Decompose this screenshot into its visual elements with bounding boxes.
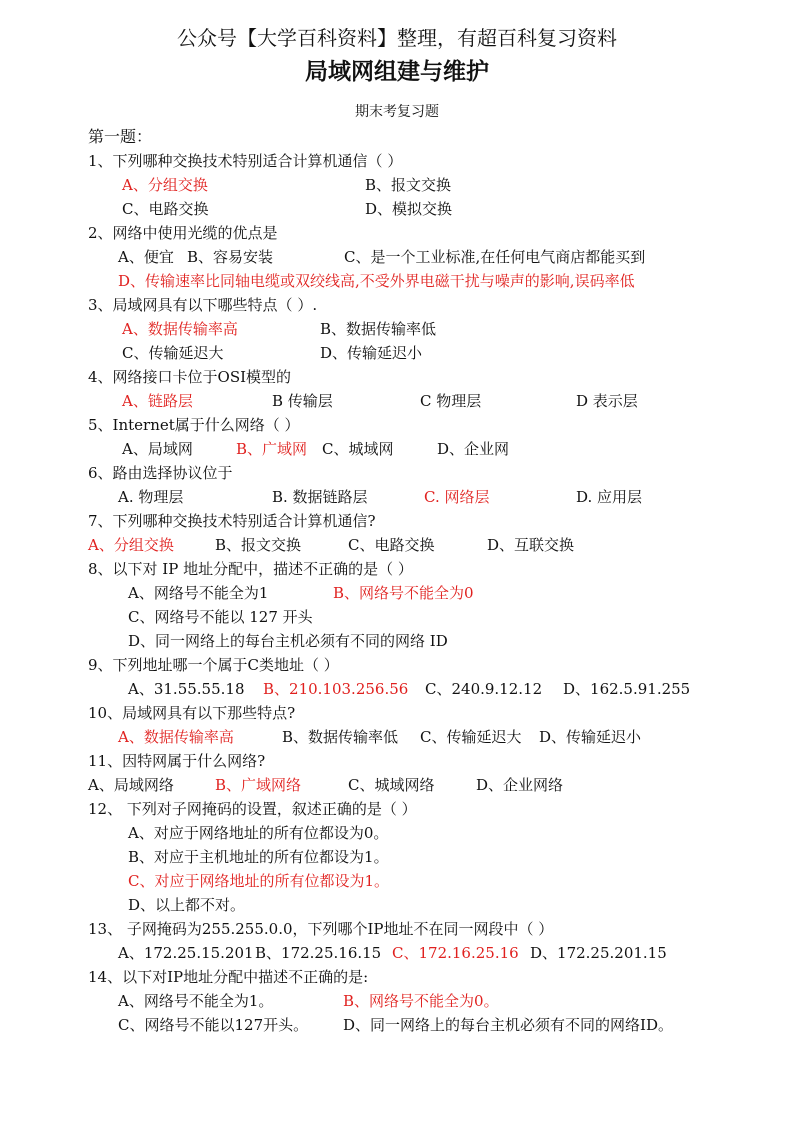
answer-option: A、便宜 — [118, 248, 174, 266]
answer-option: D、同一网络上的每台主机必须有不同的网络ID。 — [343, 1016, 673, 1034]
answer-option: A. 物理层 — [118, 488, 184, 506]
answer-option: A、对应于网络地址的所有位都设为0。 — [128, 824, 389, 842]
answer-option: D、企业网 — [437, 440, 510, 458]
answer-option: C、电路交换 — [122, 200, 209, 218]
answer-option: D、互联交换 — [487, 536, 575, 554]
answer-option: A、局域网 — [122, 440, 193, 458]
answer-option: D、172.25.201.15 — [530, 944, 667, 962]
answer-option: D 表示层 — [576, 392, 638, 410]
question-text: 10、局域网具有以下那些特点? — [88, 704, 296, 722]
answer-option: B、报文交换 — [215, 536, 302, 554]
answer-option: C、城域网络 — [348, 776, 435, 794]
answer-option: D、162.5.91.255 — [563, 680, 691, 698]
answer-option: A、172.25.15.201 — [118, 944, 254, 962]
question-text: 6、路由选择协议位于 — [88, 464, 233, 482]
question-text: 12、 下列对子网掩码的设置，叙述正确的是（ ） — [88, 800, 417, 818]
answer-option: A、网络号不能全为1 — [128, 584, 269, 602]
answer-option: B、对应于主机地址的所有位都设为1。 — [128, 848, 389, 866]
answer-option: C、传输延迟大 — [420, 728, 522, 746]
answer-option: D、传输延迟小 — [539, 728, 642, 746]
question-text: 14、以下对IP地址分配中描述不正确的是: — [88, 968, 369, 986]
answer-option: B、数据传输率低 — [320, 320, 437, 338]
question-text: 13、 子网掩码为255.255.0.0，下列哪个IP地址不在同一网段中（ ） — [88, 920, 554, 938]
document-title: 局域网组建与维护 — [305, 58, 489, 85]
correct-answer-option: B、广域网 — [236, 440, 308, 458]
answer-option: C、城域网 — [322, 440, 394, 458]
answer-option: D、以上都不对。 — [128, 896, 246, 914]
answer-option: C、电路交换 — [348, 536, 435, 554]
answer-option: A、局域网络 — [88, 776, 174, 794]
correct-answer-option: C、对应于网络地址的所有位都设为1。 — [128, 872, 390, 890]
section-heading: 第一题： — [88, 127, 153, 146]
correct-answer-option: A、分组交换 — [88, 536, 174, 554]
answer-option: C、240.9.12.12 — [425, 680, 543, 698]
correct-answer-option: C、172.16.25.16 — [392, 944, 519, 962]
answer-option: B、容易安装 — [187, 248, 274, 266]
watermark-header: 公众号【大学百科资料】整理，有超百科复习资料 — [177, 26, 617, 50]
answer-option: D、企业网络 — [476, 776, 564, 794]
question-text: 1、下列哪种交换技术特别适合计算机通信（ ） — [88, 152, 403, 170]
question-text: 5、Internet属于什么网络（ ） — [88, 416, 300, 434]
answer-option: B、数据传输率低 — [282, 728, 399, 746]
question-text: 4、网络接口卡位于OSI模型的 — [88, 368, 292, 386]
correct-answer-option: A、数据传输率高 — [118, 728, 234, 746]
answer-option: C、是一个工业标准,在任何电气商店都能买到 — [344, 248, 646, 266]
correct-answer-option: A、数据传输率高 — [122, 320, 238, 338]
question-text: 7、下列哪种交换技术特别适合计算机通信? — [88, 512, 376, 530]
answer-option: D、同一网络上的每台主机必须有不同的网络 ID — [128, 632, 448, 650]
answer-option: C 物理层 — [420, 392, 482, 410]
answer-option: C、网络号不能以127开头。 — [118, 1016, 309, 1034]
answer-option: A、31.55.55.18 — [128, 680, 245, 698]
document-subtitle: 期末考复习题 — [355, 104, 439, 120]
answer-option: D、传输延迟小 — [320, 344, 423, 362]
correct-answer-option: A、分组交换 — [122, 176, 208, 194]
correct-answer-option: B、210.103.256.56 — [263, 680, 409, 698]
answer-option: D. 应用层 — [576, 488, 643, 506]
correct-answer-option: A、链路层 — [122, 392, 193, 410]
question-text: 3、局域网具有以下哪些特点（ ）. — [88, 296, 318, 314]
answer-option: B. 数据链路层 — [272, 488, 368, 506]
answer-option: B、报文交换 — [365, 176, 452, 194]
answer-option: B 传输层 — [272, 392, 333, 410]
correct-answer-option: B、广域网络 — [215, 776, 302, 794]
answer-option: C、传输延迟大 — [122, 344, 224, 362]
answer-option: A、网络号不能全为1。 — [118, 992, 274, 1010]
question-text: 11、因特网属于什么网络? — [88, 752, 266, 770]
question-text: 8、以下对 IP 地址分配中，描述不正确的是（ ） — [88, 560, 413, 578]
question-text: 2、网络中使用光缆的优点是 — [88, 224, 278, 242]
correct-answer-option: B、网络号不能全为0。 — [343, 992, 499, 1010]
correct-answer-option: B、网络号不能全为0 — [333, 584, 474, 602]
question-text: 9、下列地址哪一个属于C类地址（ ） — [88, 656, 339, 674]
correct-answer-option: C. 网络层 — [424, 488, 490, 506]
answer-option: D、模拟交换 — [365, 200, 453, 218]
answer-option: B、172.25.16.15 — [255, 944, 382, 962]
answer-option: C、网络号不能以 127 开头 — [128, 608, 313, 626]
correct-answer-option: D、传输速率比同轴电缆或双绞线高,不受外界电磁干扰与噪声的影响,误码率低 — [118, 272, 635, 290]
